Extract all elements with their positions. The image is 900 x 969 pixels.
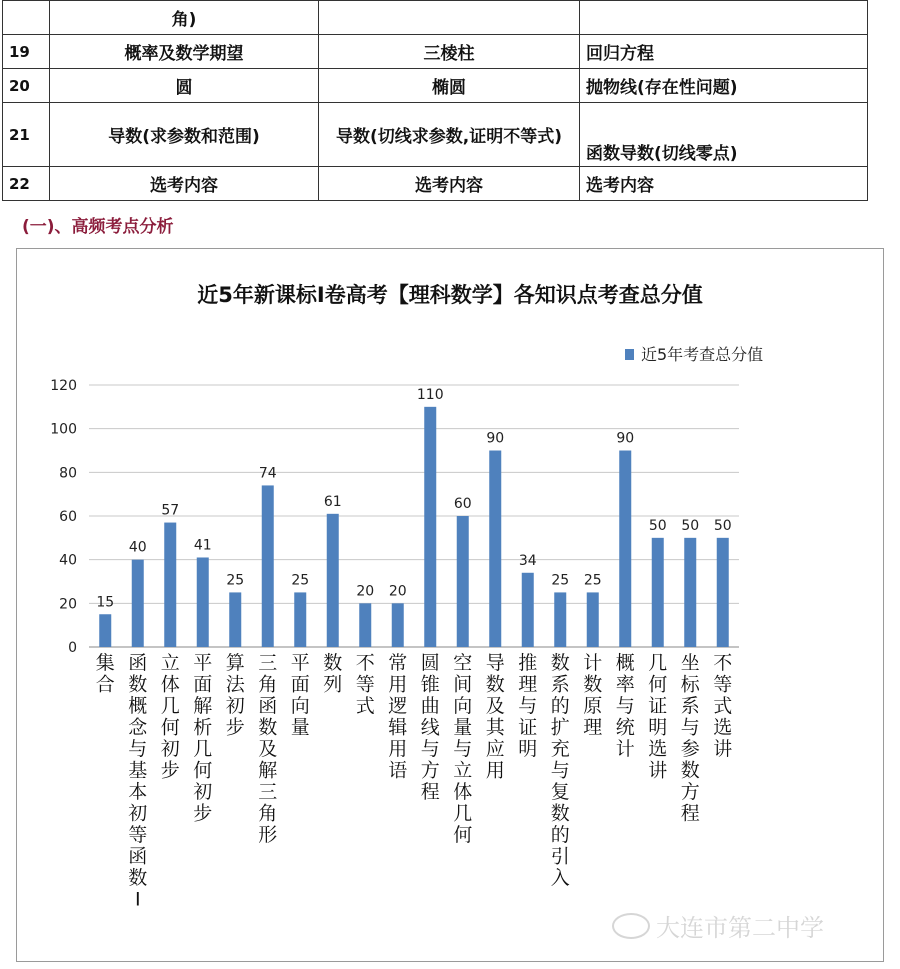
bar <box>132 560 144 647</box>
table-cell: 椭圆 <box>319 69 580 103</box>
y-tick-label: 40 <box>59 552 77 569</box>
table-cell: 导数(切线求参数,证明不等式) <box>319 103 580 167</box>
bar <box>424 407 436 647</box>
y-tick-label: 0 <box>68 640 77 656</box>
data-label: 61 <box>323 493 342 510</box>
data-label: 15 <box>96 594 115 611</box>
watermark <box>612 908 824 943</box>
bar <box>489 451 501 648</box>
legend-swatch <box>625 349 634 360</box>
bar <box>652 538 664 647</box>
wechat-icon <box>612 913 650 939</box>
data-label: 25 <box>226 572 245 589</box>
x-tick-label: 圆锥曲线与方程 <box>420 652 440 803</box>
bar <box>717 538 729 647</box>
table-cell <box>319 1 580 35</box>
data-label: 25 <box>291 572 310 589</box>
data-label: 20 <box>356 583 375 600</box>
table-cell: 圆 <box>50 69 319 103</box>
bar <box>554 592 566 647</box>
table-cell: 选考内容 <box>580 167 868 201</box>
data-label: 57 <box>161 502 180 519</box>
data-label: 74 <box>258 465 277 482</box>
data-label: 110 <box>416 386 444 403</box>
data-label: 20 <box>388 583 407 600</box>
x-tick-label: 空间向量与立体几何 <box>453 652 473 846</box>
table-cell: 概率及数学期望 <box>50 35 319 69</box>
table-cell: 函数导数(切线零点) <box>580 103 868 167</box>
bar-chart <box>17 249 883 961</box>
bar <box>522 573 534 647</box>
y-tick-label: 20 <box>59 596 77 613</box>
table-cell: 选考内容 <box>319 167 580 201</box>
x-tick-label: 三角函数及解三角形 <box>258 652 278 846</box>
table-cell: 22 <box>3 167 50 201</box>
section-title: (一)、高频考点分析 <box>22 217 174 237</box>
table-cell: 导数(求参数和范围) <box>50 103 319 167</box>
table-cell: 角) <box>50 1 319 35</box>
x-tick-label: 计数原理 <box>583 652 603 739</box>
table-cell: 抛物线(存在性问题) <box>580 69 868 103</box>
bar <box>229 592 241 647</box>
bar <box>684 538 696 647</box>
bar <box>99 614 111 647</box>
x-tick-label: 导数及其应用 <box>485 652 505 782</box>
table-row <box>3 69 868 103</box>
data-label: 90 <box>616 430 635 447</box>
data-label: 25 <box>583 572 602 589</box>
x-tick-label: 函数概念与基本初等函数 Ⅰ <box>128 652 148 911</box>
bar <box>327 514 339 647</box>
watermark-text: 大连市第二中学 <box>656 914 824 942</box>
bar <box>262 485 274 647</box>
table-cell: 回归方程 <box>580 35 868 69</box>
x-tick-label: 坐标系与参数方程 <box>680 652 700 825</box>
x-tick-label: 平面解析几何初步 <box>193 652 213 825</box>
table-cell: 19 <box>3 35 50 69</box>
x-tick-label: 不等式 <box>355 652 375 717</box>
table-cell: 选考内容 <box>50 167 319 201</box>
y-tick-label: 60 <box>59 509 77 525</box>
exam-topic-table <box>2 0 868 201</box>
data-label: 50 <box>713 517 732 534</box>
data-label: 41 <box>193 537 212 554</box>
data-label: 50 <box>648 517 667 534</box>
x-tick-label: 立体几何初步 <box>160 652 180 782</box>
bar <box>587 592 599 647</box>
x-tick-label: 常用逻辑用语 <box>388 652 408 782</box>
bar <box>197 557 209 647</box>
chart-title: 近5年新课标I卷高考【理科数学】各知识点考查总分值 <box>197 283 703 307</box>
x-tick-label: 推理与证明 <box>518 652 538 760</box>
data-label: 50 <box>681 517 700 534</box>
chart-frame <box>16 248 884 962</box>
table-row <box>3 103 868 167</box>
table-cell: 21 <box>3 103 50 167</box>
bar <box>164 523 176 647</box>
bar <box>392 603 404 647</box>
table-cell: 三棱柱 <box>319 35 580 69</box>
data-label: 25 <box>551 572 570 589</box>
y-tick-label: 100 <box>50 421 77 438</box>
table-row <box>3 1 868 35</box>
table-row <box>3 167 868 201</box>
data-label: 34 <box>518 552 537 569</box>
data-label: 60 <box>453 496 472 512</box>
x-tick-label: 数列 <box>323 652 343 696</box>
bar <box>457 516 469 647</box>
bar <box>359 603 371 647</box>
table-cell: 20 <box>3 69 50 103</box>
x-tick-label: 几何证明选讲 <box>648 652 668 782</box>
table-cell <box>580 1 868 35</box>
legend-label: 近5年考查总分值 <box>641 345 764 364</box>
x-tick-label: 集合 <box>95 652 115 696</box>
x-tick-label: 不等式选讲 <box>713 652 733 760</box>
y-tick-label: 120 <box>50 378 77 394</box>
x-tick-label: 平面向量 <box>290 652 310 739</box>
bar <box>619 451 631 648</box>
table-row <box>3 35 868 69</box>
data-label: 90 <box>486 430 505 447</box>
data-label: 40 <box>128 539 147 556</box>
x-tick-label: 概率与统计 <box>615 652 635 760</box>
x-tick-label: 算法初步 <box>225 652 245 739</box>
bar <box>294 592 306 647</box>
table-cell <box>3 1 50 35</box>
y-tick-label: 80 <box>59 465 77 482</box>
x-tick-label: 数系的扩充与复数的引入 <box>550 652 570 889</box>
